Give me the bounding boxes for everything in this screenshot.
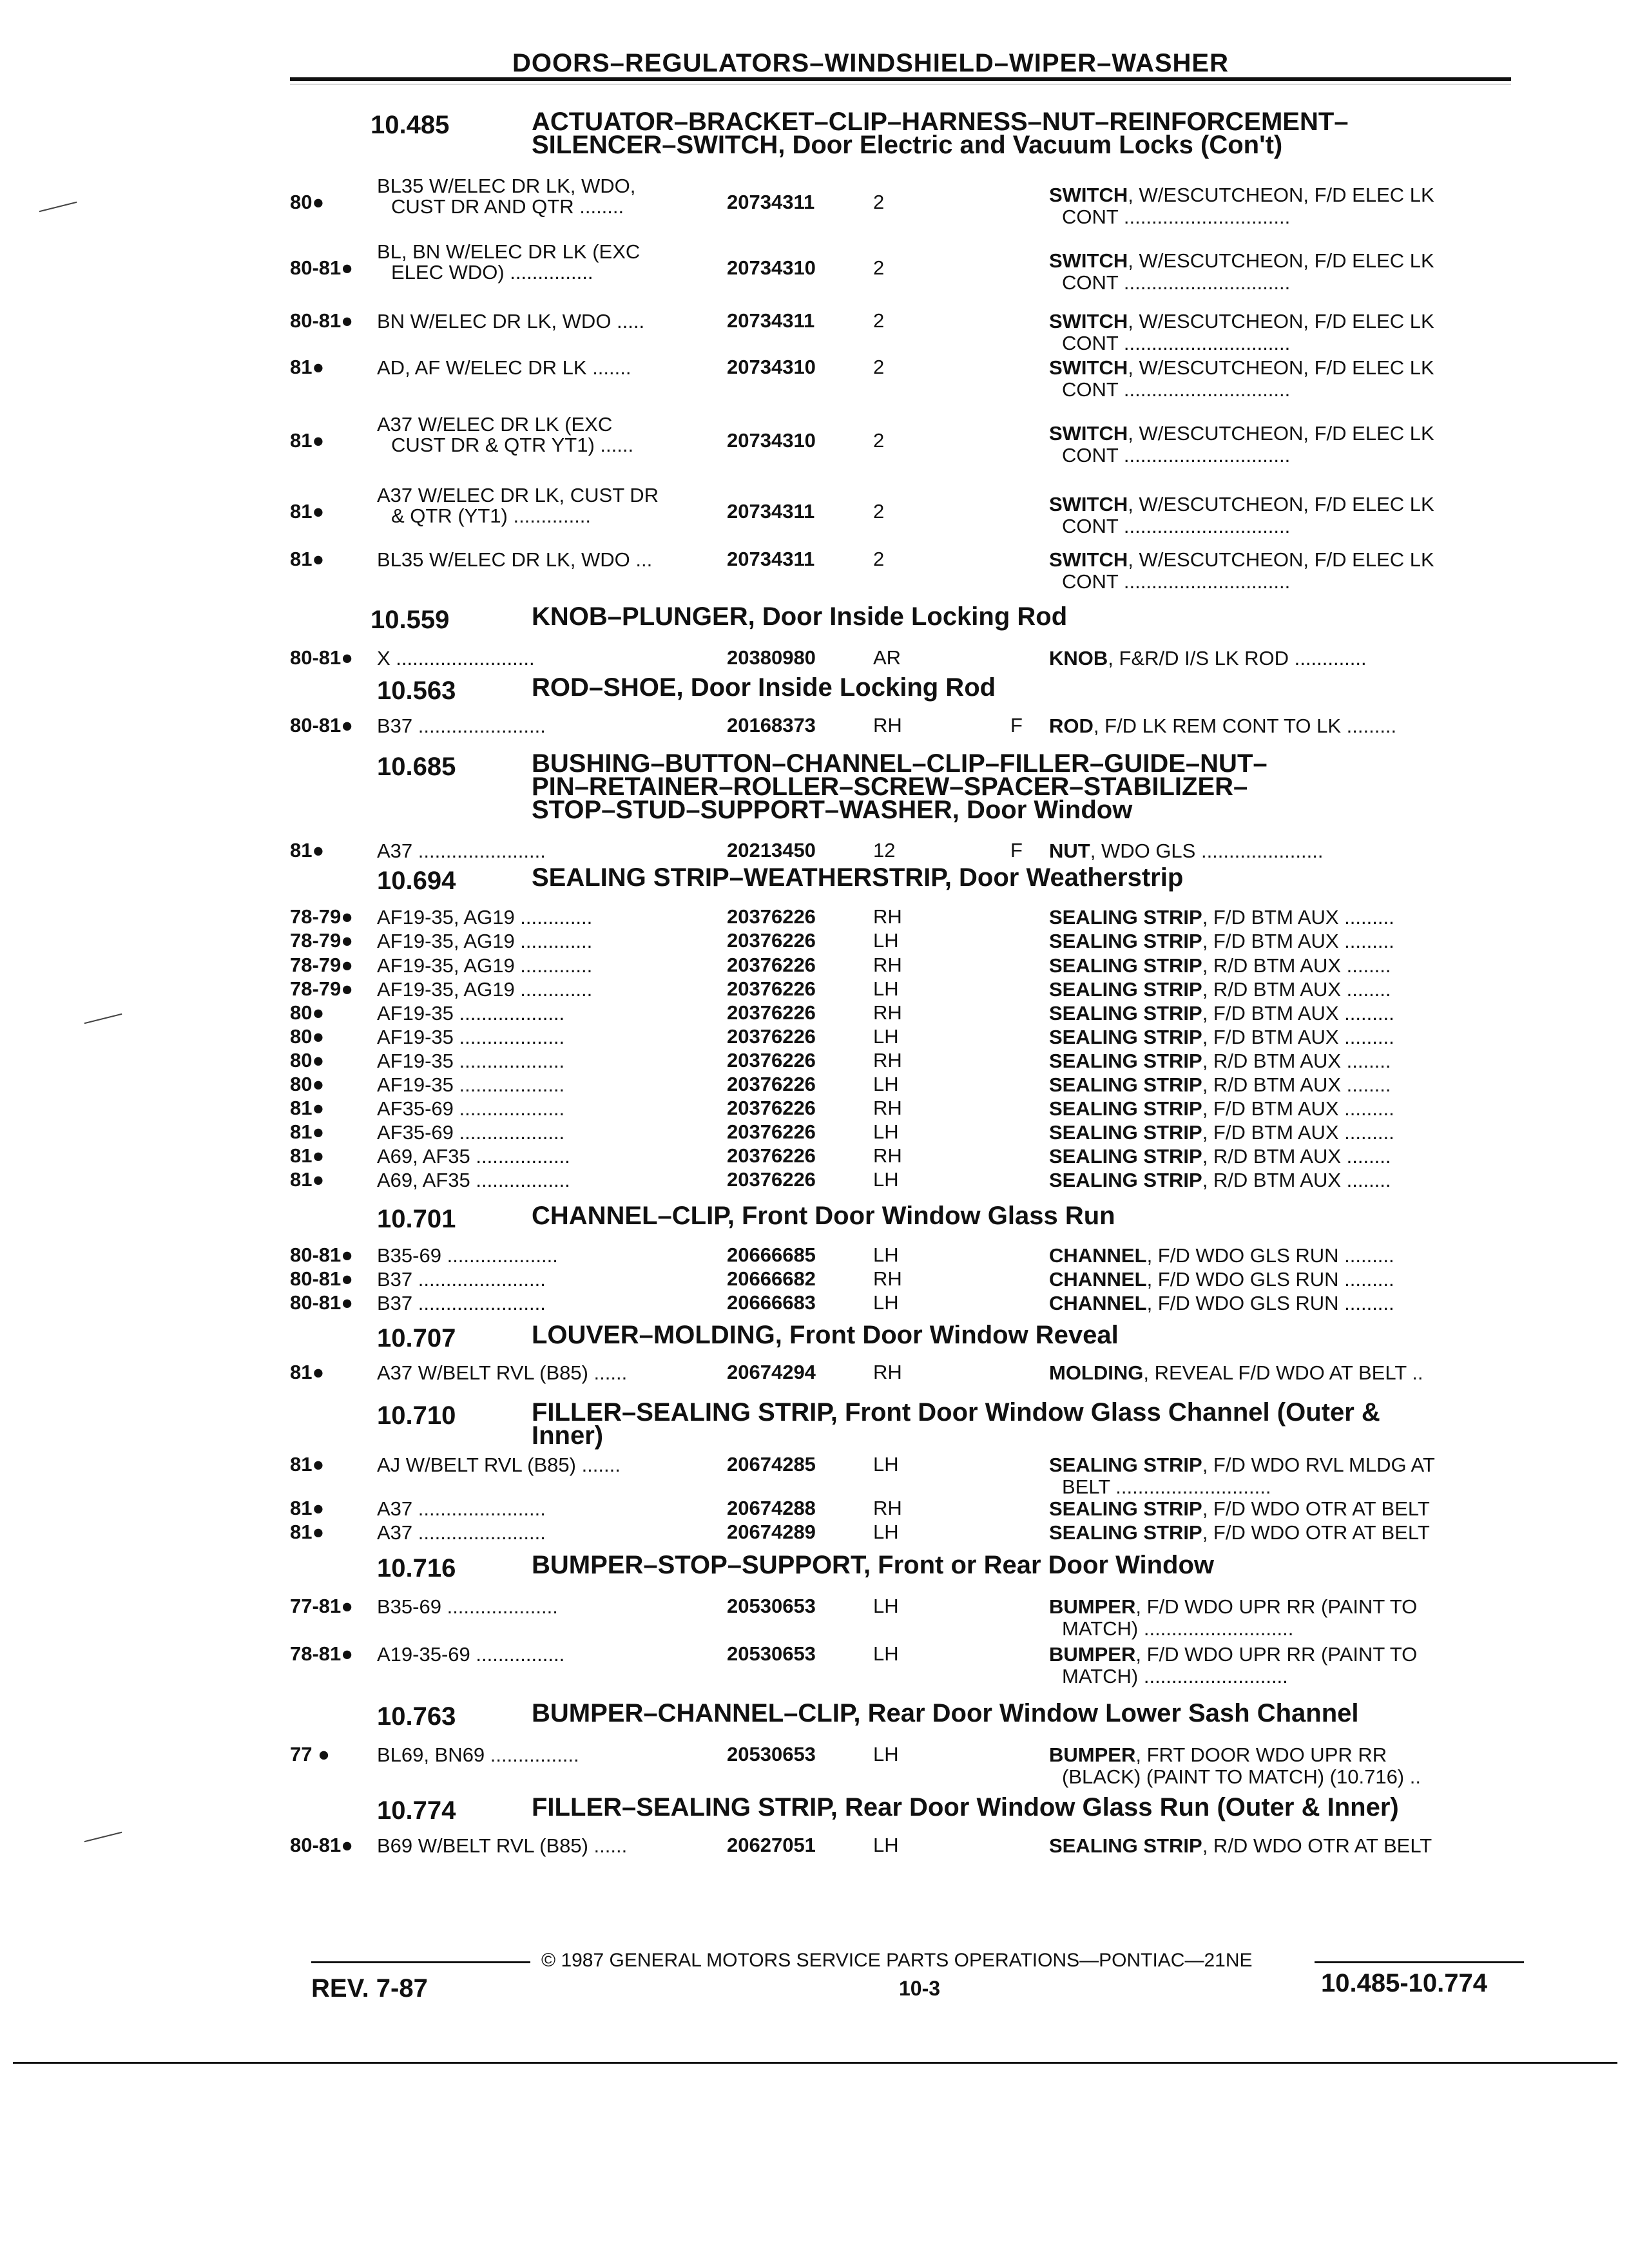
- row-model: A37 .......................: [377, 1497, 546, 1520]
- row-part-number: 20666682: [727, 1267, 816, 1290]
- row-description: SEALING STRIP, F/D BTM AUX .........: [1049, 1097, 1394, 1120]
- row-description: SWITCH, W/ESCUTCHEON, F/D ELEC LK: [1049, 310, 1434, 332]
- row-years: 80-81●: [290, 256, 354, 279]
- row-description: SWITCH, W/ESCUTCHEON, F/D ELEC LK: [1049, 184, 1434, 206]
- row-description: SEALING STRIP, F/D BTM AUX .........: [1049, 1002, 1394, 1024]
- description-keyword: SWITCH: [1049, 310, 1128, 332]
- row-description: SEALING STRIP, F/D WDO RVL MLDG AT: [1049, 1454, 1435, 1476]
- section-number: 10.701: [377, 1205, 456, 1233]
- row-part-number: 20376226: [727, 1120, 816, 1143]
- description-keyword: SWITCH: [1049, 249, 1128, 272]
- row-quantity: 2: [873, 356, 885, 378]
- row-description: CONT ..............................: [1062, 206, 1291, 228]
- row-years: 80-81●: [290, 1244, 354, 1266]
- row-quantity: LH: [873, 1642, 899, 1665]
- row-quantity: 2: [873, 548, 885, 570]
- row-quantity: LH: [873, 1244, 899, 1266]
- row-quantity: LH: [873, 1743, 899, 1765]
- row-model: B37 .......................: [377, 1268, 546, 1291]
- row-years: 80●: [290, 1025, 325, 1048]
- row-years: 80-81●: [290, 1291, 354, 1314]
- section-number: 10.774: [377, 1796, 456, 1825]
- row-model: AF19-35, AG19 .............: [377, 954, 593, 977]
- footer-rule-right: [1315, 1961, 1524, 1963]
- row-model: AJ W/BELT RVL (B85) .......: [377, 1454, 621, 1476]
- row-years: 80●: [290, 191, 325, 213]
- section-title-line: SEALING STRIP–WEATHERSTRIP, Door Weatherstrip: [532, 863, 1184, 892]
- row-description: SEALING STRIP, R/D BTM AUX ........: [1049, 954, 1391, 977]
- row-model: AF19-35, AG19 .............: [377, 906, 593, 928]
- description-keyword: SWITCH: [1049, 184, 1128, 206]
- section-number: 10.707: [377, 1324, 456, 1352]
- row-description: BELT ............................: [1062, 1475, 1271, 1498]
- section-number: 10.559: [371, 606, 450, 634]
- row-quantity: LH: [873, 929, 899, 952]
- section-title-line: BUSHING–BUTTON–CHANNEL–CLIP–FILLER–GUIDE–NUT–: [532, 749, 1268, 778]
- row-part-number: 20734310: [727, 429, 816, 452]
- row-quantity: 2: [873, 256, 885, 279]
- row-part-number: 20666683: [727, 1291, 816, 1314]
- row-description: MATCH) ...........................: [1062, 1617, 1294, 1640]
- row-part-number: 20734310: [727, 256, 816, 279]
- row-quantity: LH: [873, 1120, 899, 1143]
- description-keyword: SEALING STRIP: [1049, 930, 1202, 952]
- description-keyword: CHANNEL: [1049, 1268, 1147, 1291]
- row-part-number: 20380980: [727, 646, 816, 669]
- row-part-number: 20376226: [727, 1073, 816, 1095]
- row-quantity: RH: [873, 1097, 902, 1119]
- row-flag: F: [1010, 714, 1023, 736]
- description-keyword: SEALING STRIP: [1049, 1121, 1202, 1144]
- row-quantity: LH: [873, 1521, 899, 1543]
- row-model: B35-69 ....................: [377, 1595, 558, 1618]
- description-keyword: CHANNEL: [1049, 1292, 1147, 1314]
- row-years: 81●: [290, 1497, 325, 1519]
- section-title-line: LOUVER–MOLDING, Front Door Window Reveal: [532, 1321, 1119, 1349]
- row-quantity: LH: [873, 1595, 899, 1617]
- row-model: AF19-35 ...................: [377, 1026, 565, 1048]
- margin-mark: [84, 1014, 122, 1024]
- description-keyword: NUT: [1049, 840, 1090, 862]
- footer-rule-left: [311, 1961, 530, 1963]
- section-title-line: Inner): [532, 1421, 604, 1450]
- row-model: BL69, BN69 ................: [377, 1744, 579, 1766]
- row-years: 80-81●: [290, 646, 354, 669]
- row-model: AF19-35 ...................: [377, 1002, 565, 1024]
- row-model: A37 W/BELT RVL (B85) ......: [377, 1361, 628, 1384]
- row-description: CHANNEL, F/D WDO GLS RUN .........: [1049, 1244, 1394, 1267]
- row-part-number: 20674294: [727, 1361, 816, 1383]
- section-number: 10.694: [377, 867, 456, 895]
- description-keyword: SEALING STRIP: [1049, 1002, 1202, 1024]
- row-description: MATCH) ..........................: [1062, 1665, 1288, 1687]
- section-title-line: STOP–STUD–SUPPORT–WASHER, Door Window: [532, 796, 1133, 824]
- section-number: 10.485: [371, 111, 450, 139]
- row-quantity: 12: [873, 839, 896, 861]
- row-model: B69 W/BELT RVL (B85) ......: [377, 1834, 628, 1857]
- description-keyword: MOLDING: [1049, 1361, 1144, 1384]
- row-description: SEALING STRIP, R/D BTM AUX ........: [1049, 1050, 1391, 1072]
- margin-mark: [39, 202, 77, 212]
- description-keyword: SEALING STRIP: [1049, 954, 1202, 977]
- row-years: 80●: [290, 1001, 325, 1024]
- row-description: NUT, WDO GLS ......................: [1049, 840, 1324, 862]
- row-years: 81●: [290, 548, 325, 570]
- row-quantity: 2: [873, 429, 885, 452]
- row-years: 81●: [290, 1097, 325, 1119]
- description-keyword: SEALING STRIP: [1049, 1145, 1202, 1168]
- row-description: CONT ..............................: [1062, 444, 1291, 466]
- row-model: BL35 W/ELEC DR LK, WDO,: [377, 175, 636, 197]
- row-years: 77-81●: [290, 1595, 354, 1617]
- row-part-number: 20666685: [727, 1244, 816, 1266]
- header-rule: [290, 77, 1511, 81]
- row-quantity: LH: [873, 1073, 899, 1095]
- row-description: KNOB, F&R/D I/S LK ROD .............: [1049, 647, 1367, 669]
- description-keyword: BUMPER: [1049, 1643, 1136, 1666]
- row-quantity: LH: [873, 1168, 899, 1191]
- row-model: AF35-69 ...................: [377, 1097, 565, 1120]
- row-part-number: 20376226: [727, 954, 816, 976]
- row-quantity: LH: [873, 1834, 899, 1856]
- row-years: 80-81●: [290, 714, 354, 736]
- row-model: A19-35-69 ................: [377, 1643, 565, 1666]
- row-part-number: 20376226: [727, 1001, 816, 1024]
- row-description: SEALING STRIP, R/D BTM AUX ........: [1049, 1073, 1391, 1096]
- row-quantity: LH: [873, 977, 899, 1000]
- row-quantity: RH: [873, 1001, 902, 1024]
- row-years: 81●: [290, 1144, 325, 1167]
- section-number: 10.685: [377, 753, 456, 781]
- row-description: SWITCH, W/ESCUTCHEON, F/D ELEC LK: [1049, 249, 1434, 272]
- row-model: A69, AF35 .................: [377, 1169, 570, 1191]
- row-part-number: 20530653: [727, 1642, 816, 1665]
- row-part-number: 20674285: [727, 1453, 816, 1475]
- description-keyword: SEALING STRIP: [1049, 978, 1202, 1001]
- row-description: BUMPER, FRT DOOR WDO UPR RR: [1049, 1744, 1387, 1766]
- row-model: A69, AF35 .................: [377, 1145, 570, 1168]
- row-years: 78-79●: [290, 977, 354, 1000]
- row-description: SEALING STRIP, F/D WDO OTR AT BELT: [1049, 1521, 1430, 1544]
- description-keyword: SWITCH: [1049, 422, 1128, 445]
- row-model: A37 .......................: [377, 840, 546, 862]
- section-number: 10.563: [377, 677, 456, 705]
- row-description: BUMPER, F/D WDO UPR RR (PAINT TO: [1049, 1643, 1418, 1666]
- description-keyword: SEALING STRIP: [1049, 1050, 1202, 1072]
- row-description: CONT ..............................: [1062, 515, 1291, 537]
- row-part-number: 20213450: [727, 839, 816, 861]
- row-description: CONT ..............................: [1062, 332, 1291, 354]
- description-keyword: SWITCH: [1049, 356, 1128, 379]
- row-part-number: 20674288: [727, 1497, 816, 1519]
- section-title-line: SILENCER–SWITCH, Door Electric and Vacuum Locks (Con't): [532, 131, 1283, 159]
- row-years: 81●: [290, 1453, 325, 1475]
- description-keyword: SWITCH: [1049, 493, 1128, 515]
- row-description: BUMPER, F/D WDO UPR RR (PAINT TO: [1049, 1595, 1418, 1618]
- row-flag: F: [1010, 839, 1023, 861]
- row-part-number: 20734311: [727, 191, 815, 213]
- row-description: CONT ..............................: [1062, 378, 1291, 401]
- row-model: AD, AF W/ELEC DR LK .......: [377, 356, 631, 379]
- description-keyword: SEALING STRIP: [1049, 906, 1202, 928]
- description-keyword: SEALING STRIP: [1049, 1834, 1202, 1857]
- row-description: ROD, F/D LK REM CONT TO LK .........: [1049, 715, 1397, 737]
- row-description: SEALING STRIP, R/D BTM AUX ........: [1049, 978, 1391, 1001]
- row-years: 81●: [290, 356, 325, 378]
- section-title-line: PIN–RETAINER–ROLLER–SCREW–SPACER–STABILIZER–: [532, 773, 1248, 801]
- row-part-number: 20734310: [727, 356, 816, 378]
- row-years: 81●: [290, 839, 325, 861]
- section-title-line: ROD–SHOE, Door Inside Locking Rod: [532, 673, 996, 702]
- description-keyword: SEALING STRIP: [1049, 1454, 1202, 1476]
- row-years: 80-81●: [290, 309, 354, 332]
- row-years: 81●: [290, 1168, 325, 1191]
- section-title-line: KNOB–PLUNGER, Door Inside Locking Rod: [532, 602, 1068, 631]
- row-years: 80-81●: [290, 1267, 354, 1290]
- row-description: CHANNEL, F/D WDO GLS RUN .........: [1049, 1268, 1394, 1291]
- row-quantity: LH: [873, 1025, 899, 1048]
- row-part-number: 20376226: [727, 1144, 816, 1167]
- description-keyword: SEALING STRIP: [1049, 1073, 1202, 1096]
- row-years: 81●: [290, 1361, 325, 1383]
- page-header-title: DOORS–REGULATORS–WINDSHIELD–WIPER–WASHER: [512, 49, 1229, 77]
- row-model: BN W/ELEC DR LK, WDO .....: [377, 310, 645, 332]
- row-model: & QTR (YT1) ..............: [391, 505, 592, 527]
- row-description: SEALING STRIP, F/D BTM AUX .........: [1049, 1026, 1394, 1048]
- row-part-number: 20376226: [727, 1097, 816, 1119]
- row-part-number: 20376226: [727, 929, 816, 952]
- row-part-number: 20376226: [727, 905, 816, 928]
- row-description: SEALING STRIP, R/D BTM AUX ........: [1049, 1169, 1391, 1191]
- row-part-number: 20168373: [727, 714, 816, 736]
- row-model: B37 .......................: [377, 715, 546, 737]
- row-part-number: 20734311: [727, 500, 815, 523]
- row-quantity: RH: [873, 1267, 902, 1290]
- margin-mark: [84, 1832, 122, 1842]
- row-description: SEALING STRIP, R/D BTM AUX ........: [1049, 1145, 1391, 1168]
- row-description: SEALING STRIP, F/D BTM AUX .........: [1049, 930, 1394, 952]
- row-description: SWITCH, W/ESCUTCHEON, F/D ELEC LK: [1049, 356, 1434, 379]
- row-model: B37 .......................: [377, 1292, 546, 1314]
- row-model: CUST DR & QTR YT1) ......: [391, 434, 634, 456]
- section-title-line: FILLER–SEALING STRIP, Front Door Window Glass Channel (Outer &: [532, 1398, 1380, 1427]
- row-model: A37 W/ELEC DR LK, CUST DR: [377, 484, 659, 506]
- section-title-line: BUMPER–STOP–SUPPORT, Front or Rear Door Window: [532, 1551, 1215, 1579]
- description-keyword: KNOB: [1049, 647, 1108, 669]
- row-years: 78-81●: [290, 1642, 354, 1665]
- row-description: (BLACK) (PAINT TO MATCH) (10.716) ..: [1062, 1765, 1421, 1788]
- row-model: CUST DR AND QTR ........: [391, 195, 624, 218]
- row-quantity: RH: [873, 1361, 902, 1383]
- row-quantity: RH: [873, 714, 902, 736]
- row-model: BL, BN W/ELEC DR LK (EXC: [377, 240, 641, 263]
- row-quantity: RH: [873, 1144, 902, 1167]
- row-years: 80●: [290, 1073, 325, 1095]
- row-model: ELEC WDO) ...............: [391, 261, 593, 284]
- row-quantity: RH: [873, 1049, 902, 1072]
- description-keyword: SEALING STRIP: [1049, 1169, 1202, 1191]
- row-part-number: 20376226: [727, 1168, 816, 1191]
- row-description: CONT ..............................: [1062, 271, 1291, 294]
- section-number: 10.716: [377, 1554, 456, 1582]
- row-part-number: 20376226: [727, 977, 816, 1000]
- row-years: 80-81●: [290, 1834, 354, 1856]
- row-part-number: 20530653: [727, 1743, 816, 1765]
- row-model: B35-69 ....................: [377, 1244, 558, 1267]
- row-model: AF19-35 ...................: [377, 1073, 565, 1096]
- description-keyword: SEALING STRIP: [1049, 1097, 1202, 1120]
- row-part-number: 20674289: [727, 1521, 816, 1543]
- description-keyword: ROD: [1049, 715, 1094, 737]
- description-keyword: SEALING STRIP: [1049, 1026, 1202, 1048]
- row-model: AF19-35, AG19 .............: [377, 978, 593, 1001]
- page-bottom-rule: [13, 2062, 1617, 2064]
- row-description: SWITCH, W/ESCUTCHEON, F/D ELEC LK: [1049, 422, 1434, 445]
- row-years: 81●: [290, 500, 325, 523]
- row-years: 77 ●: [290, 1743, 330, 1765]
- row-quantity: RH: [873, 905, 902, 928]
- section-title-line: BUMPER–CHANNEL–CLIP, Rear Door Window Lower Sash Channel: [532, 1699, 1359, 1727]
- row-description: SWITCH, W/ESCUTCHEON, F/D ELEC LK: [1049, 493, 1434, 515]
- footer-range: 10.485-10.774: [1321, 1969, 1488, 1997]
- row-part-number: 20627051: [727, 1834, 816, 1856]
- row-description: SEALING STRIP, F/D BTM AUX .........: [1049, 1121, 1394, 1144]
- row-quantity: RH: [873, 1497, 902, 1519]
- row-model: AF19-35, AG19 .............: [377, 930, 593, 952]
- row-model: A37 W/ELEC DR LK (EXC: [377, 413, 613, 436]
- description-keyword: SEALING STRIP: [1049, 1497, 1202, 1520]
- description-keyword: BUMPER: [1049, 1744, 1136, 1766]
- row-years: 81●: [290, 1120, 325, 1143]
- row-description: MOLDING, REVEAL F/D WDO AT BELT ..: [1049, 1361, 1423, 1384]
- row-quantity: 2: [873, 500, 885, 523]
- row-years: 81●: [290, 429, 325, 452]
- row-part-number: 20376226: [727, 1025, 816, 1048]
- description-keyword: CHANNEL: [1049, 1244, 1147, 1267]
- row-description: SEALING STRIP, F/D WDO OTR AT BELT: [1049, 1497, 1430, 1520]
- row-part-number: 20530653: [727, 1595, 816, 1617]
- row-description: SWITCH, W/ESCUTCHEON, F/D ELEC LK: [1049, 548, 1434, 571]
- row-quantity: 2: [873, 191, 885, 213]
- description-keyword: BUMPER: [1049, 1595, 1136, 1618]
- row-model: X .........................: [377, 647, 535, 669]
- row-quantity: RH: [873, 954, 902, 976]
- row-description: SEALING STRIP, F/D BTM AUX .........: [1049, 906, 1394, 928]
- section-number: 10.710: [377, 1401, 456, 1430]
- row-part-number: 20734311: [727, 309, 815, 332]
- footer-copyright: © 1987 GENERAL MOTORS SERVICE PARTS OPERATIONS—PONTIAC—21NE: [541, 1950, 1253, 1971]
- row-model: AF35-69 ...................: [377, 1121, 565, 1144]
- row-description: SEALING STRIP, R/D WDO OTR AT BELT: [1049, 1834, 1432, 1857]
- row-model: BL35 W/ELEC DR LK, WDO ...: [377, 548, 653, 571]
- row-quantity: AR: [873, 646, 901, 669]
- row-model: AF19-35 ...................: [377, 1050, 565, 1072]
- section-title-line: CHANNEL–CLIP, Front Door Window Glass Run: [532, 1202, 1115, 1230]
- footer-revision: REV. 7-87: [311, 1974, 428, 2003]
- row-years: 78-79●: [290, 905, 354, 928]
- row-quantity: 2: [873, 309, 885, 332]
- section-title-line: ACTUATOR–BRACKET–CLIP–HARNESS–NUT–REINFORCEMENT–: [532, 108, 1349, 136]
- row-part-number: 20734311: [727, 548, 815, 570]
- section-title-line: FILLER–SEALING STRIP, Rear Door Window Glass Run (Outer & Inner): [532, 1793, 1399, 1821]
- row-model: A37 .......................: [377, 1521, 546, 1544]
- row-quantity: LH: [873, 1453, 899, 1475]
- row-description: CONT ..............................: [1062, 570, 1291, 593]
- section-number: 10.763: [377, 1702, 456, 1731]
- footer-page-number: 10-3: [899, 1977, 941, 2000]
- row-years: 81●: [290, 1521, 325, 1543]
- row-quantity: LH: [873, 1291, 899, 1314]
- row-part-number: 20376226: [727, 1049, 816, 1072]
- row-years: 78-79●: [290, 929, 354, 952]
- row-description: CHANNEL, F/D WDO GLS RUN .........: [1049, 1292, 1394, 1314]
- description-keyword: SWITCH: [1049, 548, 1128, 571]
- row-years: 78-79●: [290, 954, 354, 976]
- description-keyword: SEALING STRIP: [1049, 1521, 1202, 1544]
- row-years: 80●: [290, 1049, 325, 1072]
